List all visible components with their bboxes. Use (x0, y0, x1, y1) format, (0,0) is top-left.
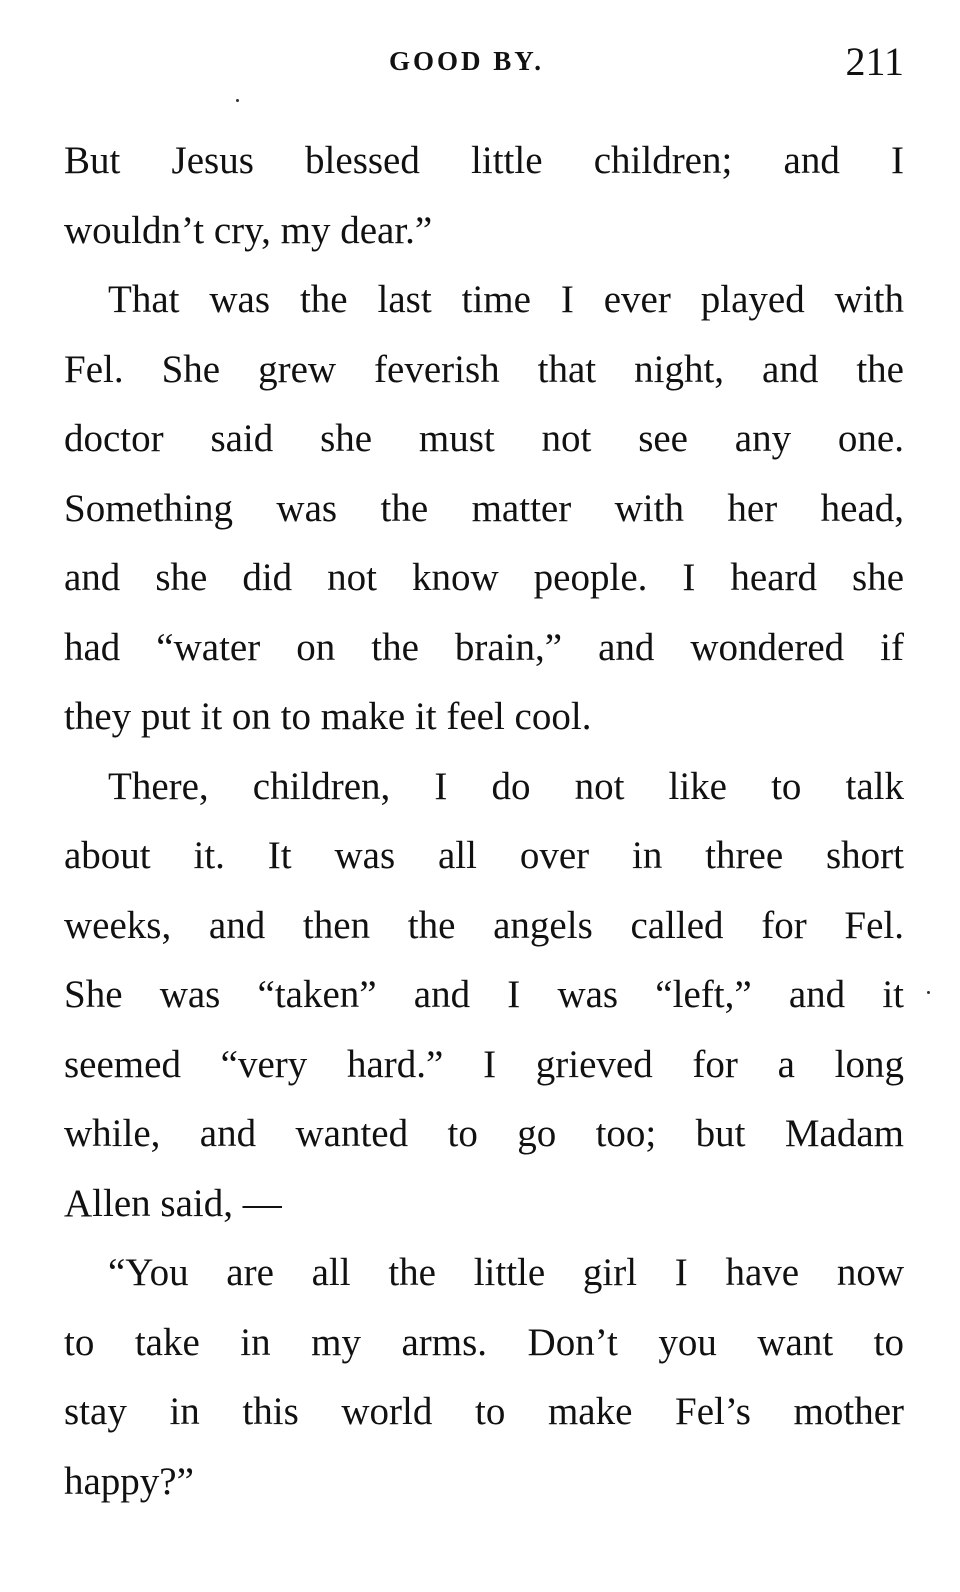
text-line: had “water on the brain,” and wondered if (64, 625, 904, 669)
text-line: doctor said she must not see any one. (64, 417, 904, 460)
text-line: while, and wanted to go too; but Madam (64, 1112, 904, 1155)
ink-speck (236, 99, 239, 102)
text-line: “You are all the little girl I have now (108, 1251, 904, 1294)
paragraph (64, 752, 904, 1239)
text-line: wouldn’t cry, my dear.” (64, 208, 433, 252)
text-line: and she did not know people. I heard she (64, 556, 904, 599)
paragraph (64, 265, 904, 752)
text-line: But Jesus blessed little children; and I (64, 139, 904, 182)
ink-speck (927, 991, 930, 994)
text-line: to take in my arms. Don’t you want to (64, 1320, 904, 1364)
text-line: There, children, I do not like to talk (108, 764, 904, 808)
text-line: happy?” (64, 1459, 194, 1503)
text-line: She was “taken” and I was “left,” and it (64, 973, 904, 1016)
body-text (64, 126, 904, 1516)
text-line: Something was the matter with her head, (64, 486, 904, 530)
text-line: stay in this world to make Fel’s mother (64, 1390, 904, 1433)
text-line: That was the last time I ever played with (108, 278, 904, 321)
text-line: Fel. She grew feverish that night, and the (64, 347, 904, 391)
paragraph (64, 1238, 904, 1516)
text-line: weeks, and then the angels called for Fel. (64, 903, 904, 947)
text-line: seemed “very hard.” I grieved for a long (64, 1042, 904, 1086)
text-line: they put it on to make it feel cool. (64, 695, 592, 738)
text-line: about it. It was all over in three short (64, 834, 904, 877)
running-title: GOOD BY. (389, 46, 545, 76)
page-number: 211 (845, 39, 904, 84)
text-line: Allen said, — (64, 1181, 282, 1225)
running-head (64, 38, 904, 88)
paragraph (64, 126, 904, 265)
